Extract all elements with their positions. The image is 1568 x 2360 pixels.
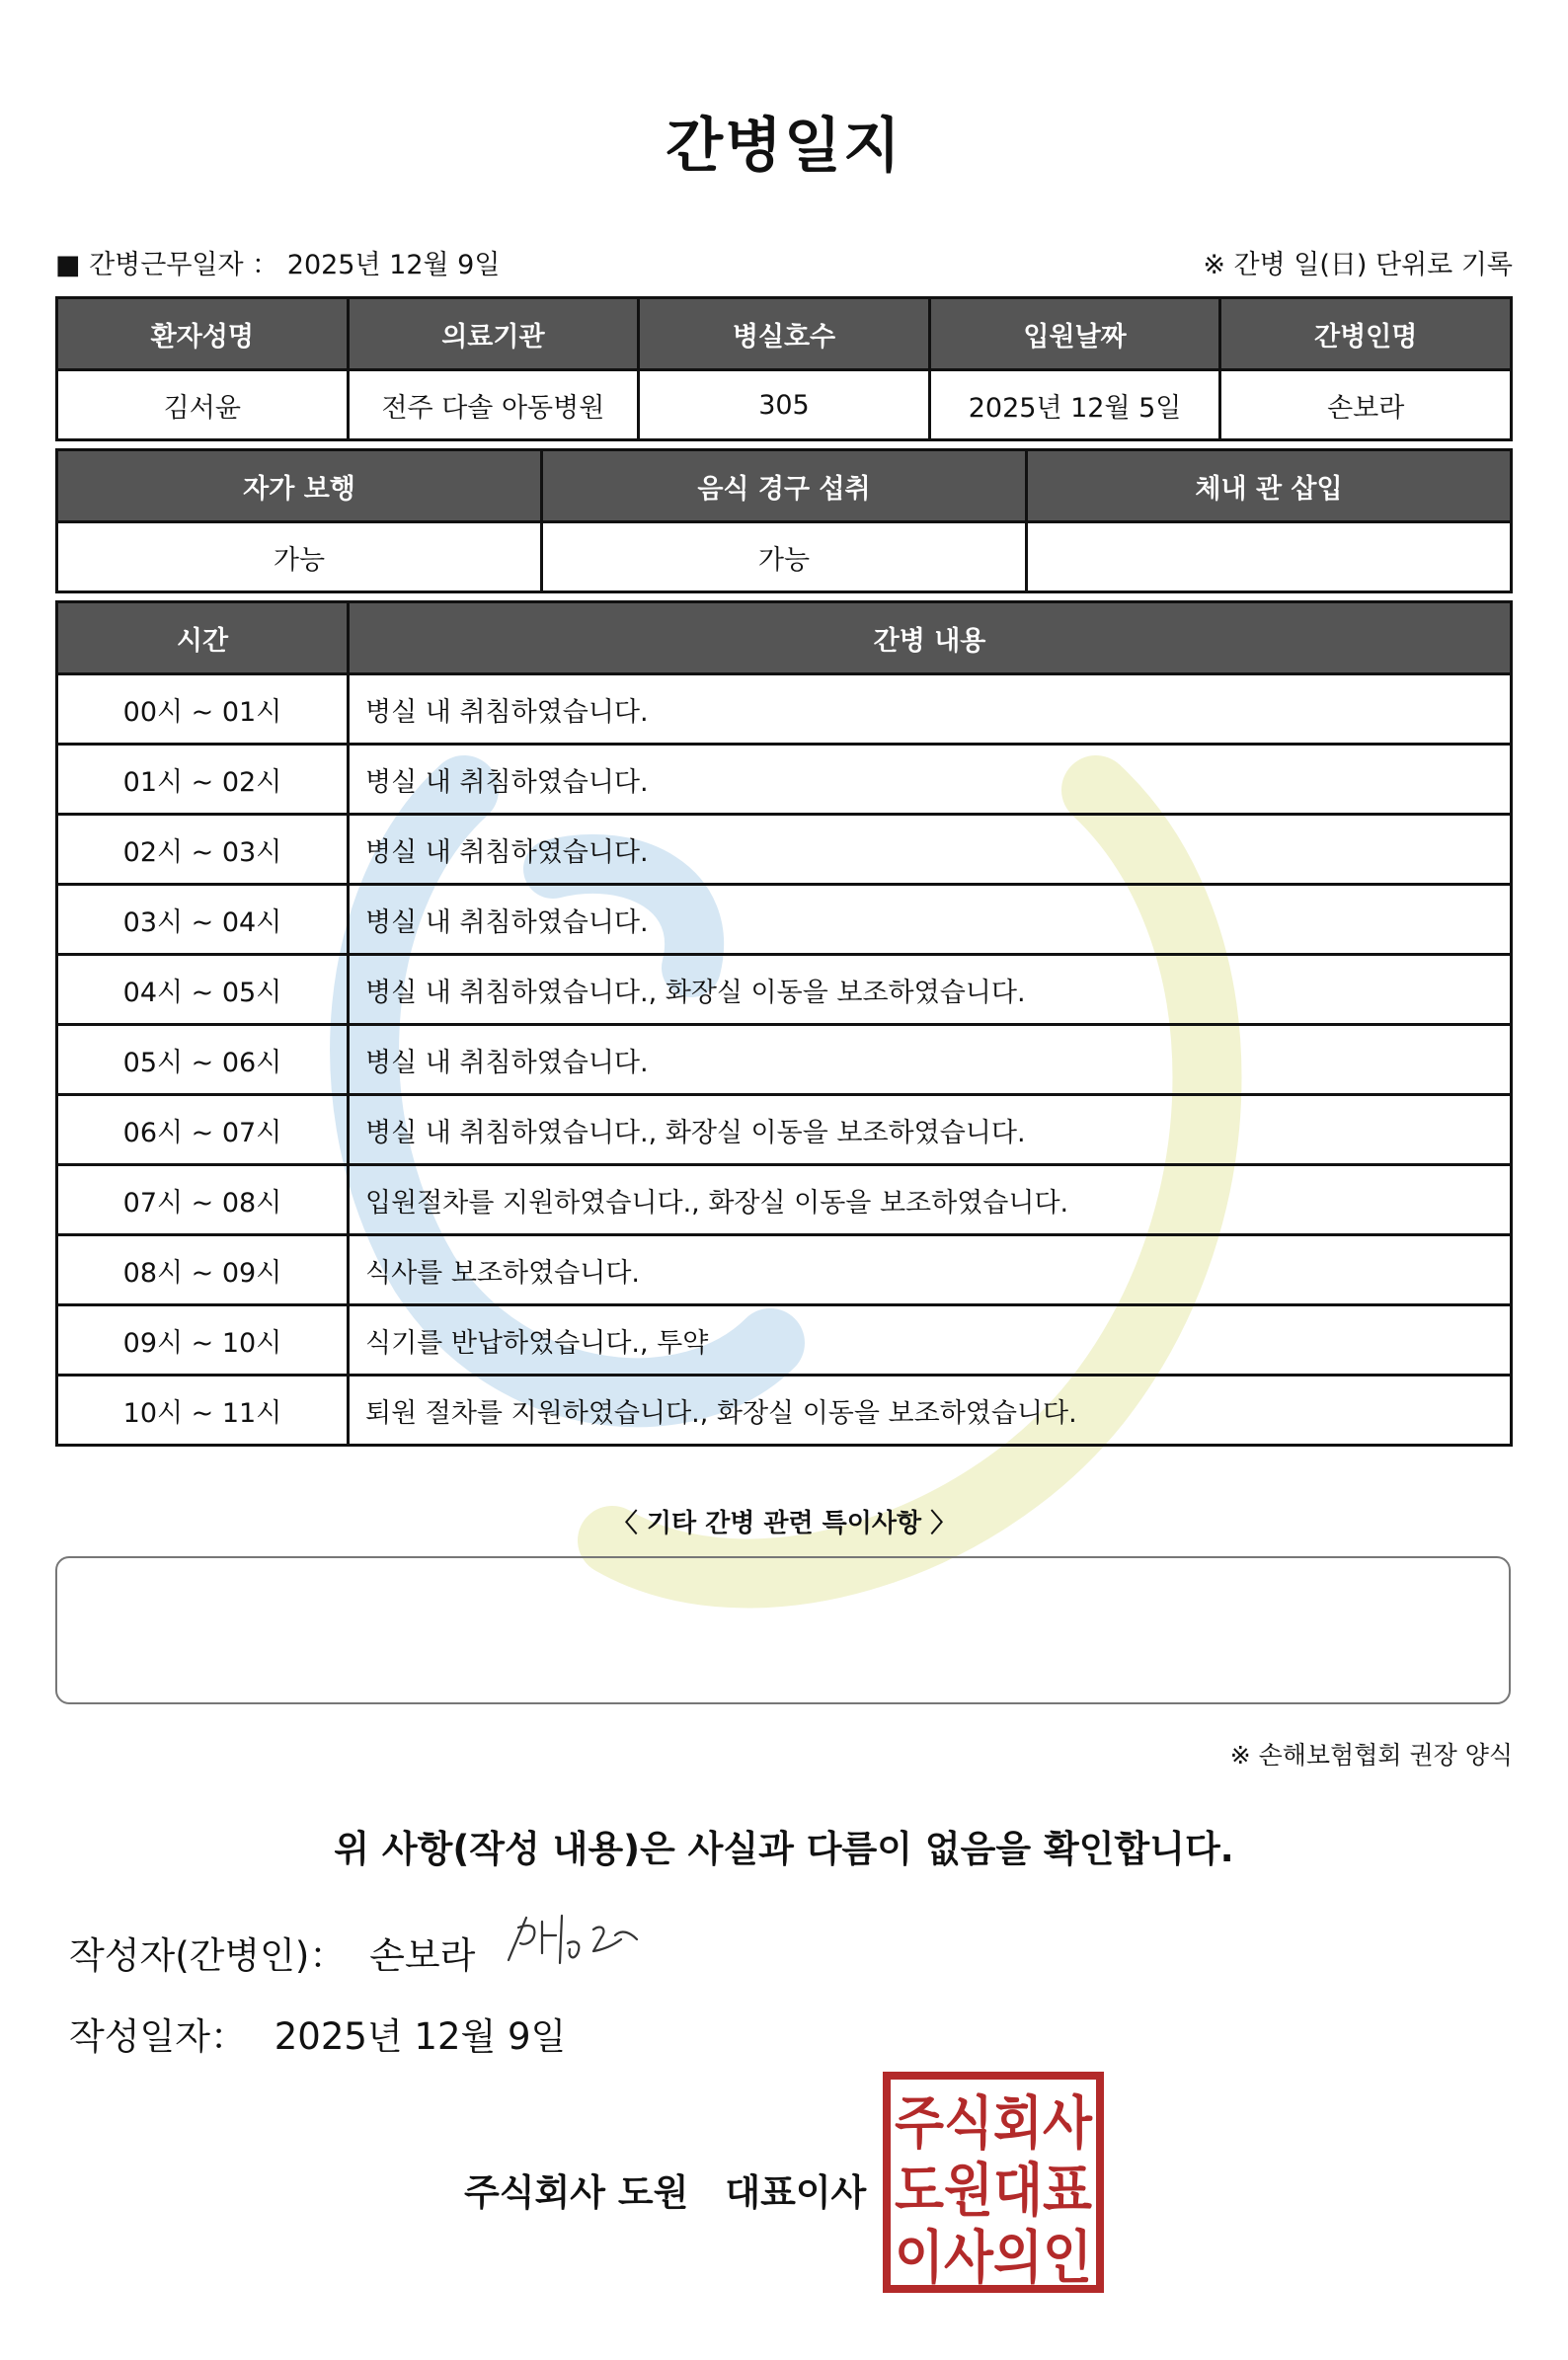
institution: 전주 다솔 아동병원	[348, 370, 639, 440]
header-care-content: 간병 내용	[349, 602, 1512, 674]
table-row	[57, 674, 1512, 745]
log-content: 퇴원 절차를 지원하였습니다., 화장실 이동을 보조하였습니다.	[349, 1376, 1512, 1446]
header-patient-name: 환자성명	[57, 298, 349, 370]
log-content: 병실 내 취침하였습니다., 화장실 이동을 보조하였습니다.	[349, 1095, 1512, 1165]
header-tube-insertion: 체내 관 삽입	[1027, 450, 1512, 522]
log-time: 07시 ~ 08시	[57, 1165, 349, 1235]
walking-value: 가능	[57, 522, 542, 592]
table-row	[57, 885, 1512, 955]
table-row	[57, 1095, 1512, 1165]
table-row	[57, 1305, 1512, 1376]
table-row	[57, 1235, 1512, 1305]
patient-status-table	[55, 448, 1513, 593]
company-seal-icon	[883, 2072, 1104, 2293]
page-title: 간병일지	[666, 112, 902, 181]
log-time: 06시 ~ 07시	[57, 1095, 349, 1165]
work-date-label: ■ 간병근무일자 ：	[55, 250, 279, 280]
patient-value-row	[57, 370, 1512, 440]
recommend-note: ※ 손해보험협회 권장 양식	[1229, 1741, 1513, 1770]
status-header-row	[57, 450, 1512, 522]
date-value: 2025년 12월 9일	[274, 2015, 567, 2058]
log-time: 03시 ~ 04시	[57, 885, 349, 955]
svg-text:이사의인: 이사의인	[895, 2224, 1092, 2291]
table-row	[57, 815, 1512, 885]
oral-intake-value: 가능	[542, 522, 1027, 592]
work-date-value: 2025년 12월 9일	[286, 250, 501, 280]
notes-field[interactable]	[55, 1556, 1511, 1704]
date-row	[69, 2006, 566, 2060]
table-row	[57, 1025, 1512, 1095]
patient-header-row	[57, 298, 1512, 370]
date-label: 작성일자：	[69, 2015, 247, 2058]
header-oral-intake: 음식 경구 섭취	[542, 450, 1027, 522]
log-time: 05시 ~ 06시	[57, 1025, 349, 1095]
log-content: 식기를 반납하였습니다., 투약	[349, 1305, 1512, 1376]
table-row	[57, 1376, 1512, 1446]
writer-row	[69, 1926, 475, 1979]
log-content: 입원절차를 지원하였습니다., 화장실 이동을 보조하였습니다.	[349, 1165, 1512, 1235]
log-content: 병실 내 취침하였습니다., 화장실 이동을 보조하였습니다.	[349, 955, 1512, 1025]
header-room: 병실호수	[639, 298, 930, 370]
log-content: 병실 내 취침하였습니다.	[349, 885, 1512, 955]
care-log-table	[55, 600, 1513, 1447]
log-content: 병실 내 취침하였습니다.	[349, 745, 1512, 815]
signature-icon	[499, 1906, 647, 1975]
log-content: 병실 내 취침하였습니다.	[349, 1025, 1512, 1095]
company-line: 주식회사 도원 대표이사	[464, 2171, 867, 2214]
log-time: 08시 ~ 09시	[57, 1235, 349, 1305]
log-time: 04시 ~ 05시	[57, 955, 349, 1025]
table-row	[57, 745, 1512, 815]
work-date	[55, 243, 500, 281]
table-row	[57, 1165, 1512, 1235]
patient-info-table	[55, 296, 1513, 441]
status-value-row	[57, 522, 1512, 592]
header-walking: 자가 보행	[57, 450, 542, 522]
patient-name: 김서윤	[57, 370, 349, 440]
admission-date: 2025년 12월 5일	[929, 370, 1220, 440]
log-content: 병실 내 취침하였습니다.	[349, 815, 1512, 885]
log-time: 00시 ~ 01시	[57, 674, 349, 745]
svg-text:도원대표: 도원대표	[895, 2157, 1092, 2224]
confirm-statement: 위 사항(작성 내용)은 사실과 다름이 없음을 확인합니다.	[334, 1828, 1234, 1870]
unit-note: ※ 간병 일(日) 단위로 기록	[1203, 250, 1513, 280]
log-time: 01시 ~ 02시	[57, 745, 349, 815]
notes-label: 〈 기타 간병 관련 특이사항 〉	[611, 1509, 957, 1538]
log-content: 병실 내 취침하였습니다.	[349, 674, 1512, 745]
header-institution: 의료기관	[348, 298, 639, 370]
svg-text:주식회사: 주식회사	[895, 2089, 1093, 2157]
log-time: 09시 ~ 10시	[57, 1305, 349, 1376]
header-admission-date: 입원날짜	[929, 298, 1220, 370]
table-row	[57, 955, 1512, 1025]
log-content: 식사를 보조하였습니다.	[349, 1235, 1512, 1305]
header-caregiver: 간병인명	[1220, 298, 1512, 370]
log-time: 10시 ~ 11시	[57, 1376, 349, 1446]
log-time: 02시 ~ 03시	[57, 815, 349, 885]
caregiver-name: 손보라	[1220, 370, 1512, 440]
writer-name: 손보라	[369, 1934, 476, 1977]
room-number: 305	[639, 370, 930, 440]
tube-insertion-value	[1027, 522, 1512, 592]
writer-label: 작성자(간병인)：	[69, 1934, 347, 1977]
log-header-row	[57, 602, 1512, 674]
header-time: 시간	[57, 602, 349, 674]
